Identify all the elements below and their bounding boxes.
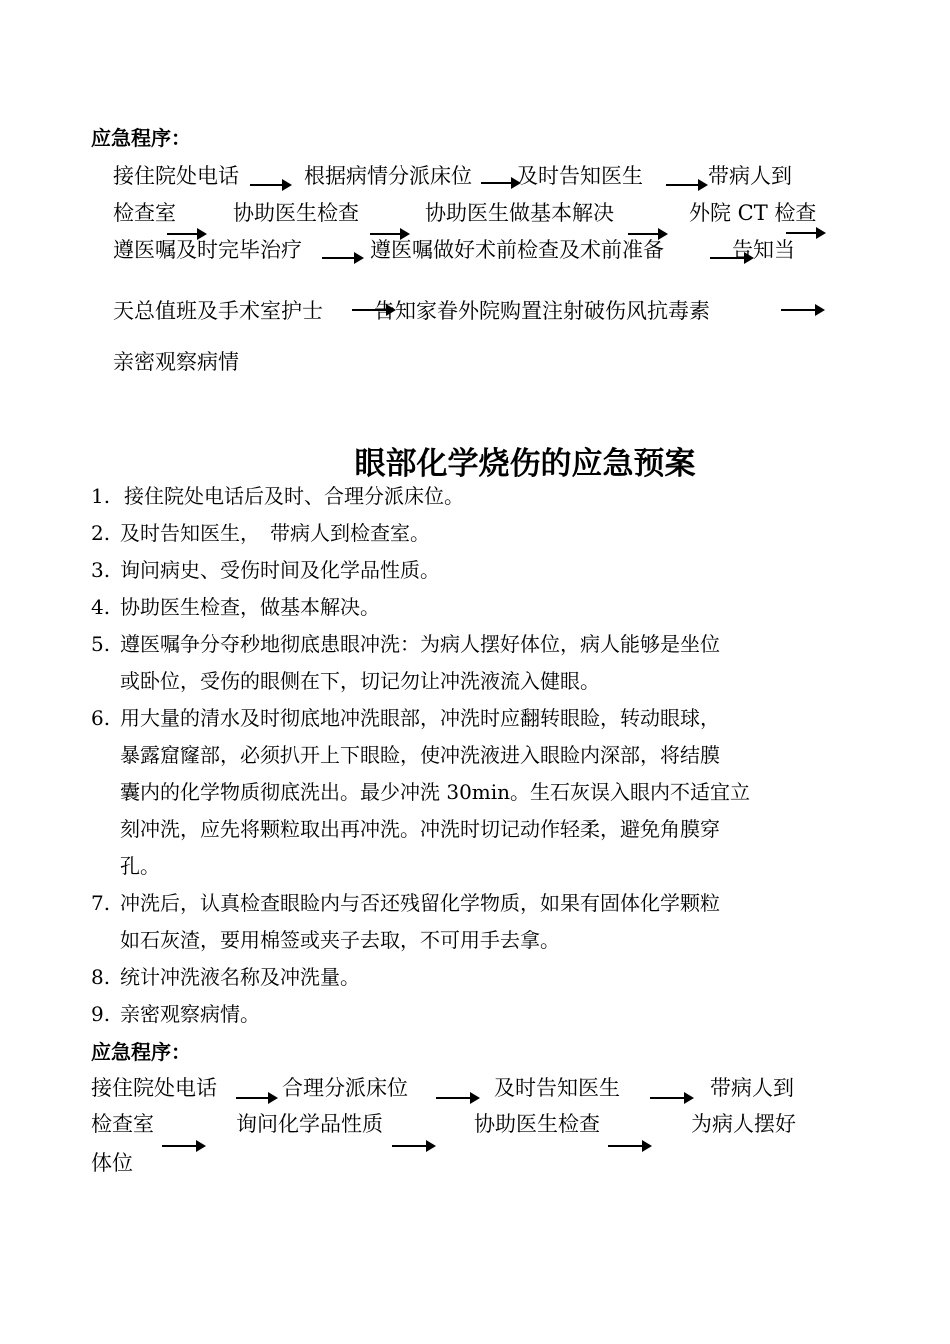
list-item-text: 遵医嘱争分夺秒地彻底患眼冲洗：为病人摆好体位，病人能够是坐位 [120, 632, 720, 656]
list-item-number: 3. [91, 558, 111, 582]
flow2-step-1: 接住院处电话 [91, 1076, 217, 1100]
list-item-number: 4. [91, 595, 111, 619]
list-item-text: 及时告知医生， 带病人到检查室。 [120, 521, 430, 545]
document-title: 眼部化学烧伤的应急预案 [354, 446, 696, 482]
flow-arrow-icon [608, 1145, 650, 1147]
flow-arrow-icon [666, 184, 706, 186]
section2-heading: 应急程序： [91, 1040, 191, 1064]
flow1-step-2: 根据病情分派床位 [304, 164, 472, 188]
flow-arrow-icon [322, 257, 362, 259]
flow1-step-5: 检查室 [113, 201, 176, 225]
flow2-step-5: 检查室 [91, 1112, 154, 1136]
flow1-step-8: 外院 CT 检查 [689, 201, 817, 225]
list-item-text: 孔。 [120, 854, 160, 878]
flow2-step-4: 带病人到 [710, 1076, 794, 1100]
flow2-step-9: 体位 [91, 1151, 133, 1175]
list-item-text: 冲洗后，认真检查眼睑内与否还残留化学物质，如果有固体化学颗粒 [120, 891, 720, 915]
list-item-text: 统计冲洗液名称及冲洗量。 [120, 965, 360, 989]
list-item-text: 囊内的化学物质彻底洗出。最少冲洗 30min。生石灰误入眼内不适宜立 [120, 780, 751, 804]
flow2-step-3: 及时告知医生 [494, 1076, 620, 1100]
flow2-step-2: 合理分派床位 [282, 1076, 408, 1100]
flow-arrow-icon [650, 1097, 692, 1099]
flow-arrow-icon [436, 1097, 478, 1099]
list-item-text: 如石灰渣，要用棉签或夹子去取，不可用手去拿。 [120, 928, 560, 952]
flow1-step-10: 遵医嘱做好术前检查及术前准备 [370, 238, 664, 262]
flow-arrow-icon [392, 1145, 434, 1147]
flow2-step-6: 询问化学品性质 [236, 1112, 383, 1136]
flow-arrow-icon [781, 309, 823, 311]
flow2-step-8: 为病人摆好 [691, 1112, 796, 1136]
list-item-number: 5. [91, 632, 111, 656]
list-item-text: 接住院处电话后及时、合理分派床位。 [124, 484, 464, 508]
flow1-step-3: 及时告知医生 [517, 164, 643, 188]
flow1-step-13: 告知家眷外院购置注射破伤风抗毒素 [374, 299, 710, 323]
list-item-number: 8. [91, 965, 111, 989]
list-item-number: 1. [91, 484, 111, 508]
flow1-step-4: 带病人到 [708, 164, 792, 188]
list-item-number: 6. [91, 706, 111, 730]
list-item-text: 暴露窟窿部，必须扒开上下眼睑，使冲洗液进入眼睑内深部，将结膜 [120, 743, 720, 767]
list-item-number: 2. [91, 521, 111, 545]
flow-arrow-icon [236, 1097, 276, 1099]
section1-heading: 应急程序： [91, 126, 191, 150]
flow1-step-6: 协助医生检查 [233, 201, 359, 225]
list-item-text: 用大量的清水及时彻底地冲洗眼部，冲洗时应翻转眼睑，转动眼球， [120, 706, 720, 730]
list-item-number: 7. [91, 891, 111, 915]
list-item-text: 或卧位，受伤的眼侧在下，切记勿让冲洗液流入健眼。 [120, 669, 600, 693]
flow-arrow-icon [481, 182, 519, 184]
flow1-step-14: 亲密观察病情 [113, 350, 239, 374]
flow1-step-12: 天总值班及手术室护士 [113, 299, 323, 323]
flow1-step-7: 协助医生做基本解决 [425, 201, 614, 225]
list-item-text: 亲密观察病情。 [120, 1002, 260, 1026]
flow2-step-7: 协助医生检查 [474, 1112, 600, 1136]
list-item-text: 刻冲洗，应先将颗粒取出再冲洗。冲洗时切记动作轻柔，避免角膜穿 [120, 817, 720, 841]
list-item-text: 询问病史、受伤时间及化学品性质。 [120, 558, 440, 582]
flow1-step-9: 遵医嘱及时完毕治疗 [113, 238, 302, 262]
flow-arrow-icon [250, 184, 290, 186]
flow-arrow-icon [162, 1145, 204, 1147]
flow1-step-11: 告知当 [732, 238, 795, 262]
list-item-number: 9. [91, 1002, 111, 1026]
flow1-step-1: 接住院处电话 [113, 164, 239, 188]
list-item-text: 协助医生检查，做基本解决。 [120, 595, 380, 619]
